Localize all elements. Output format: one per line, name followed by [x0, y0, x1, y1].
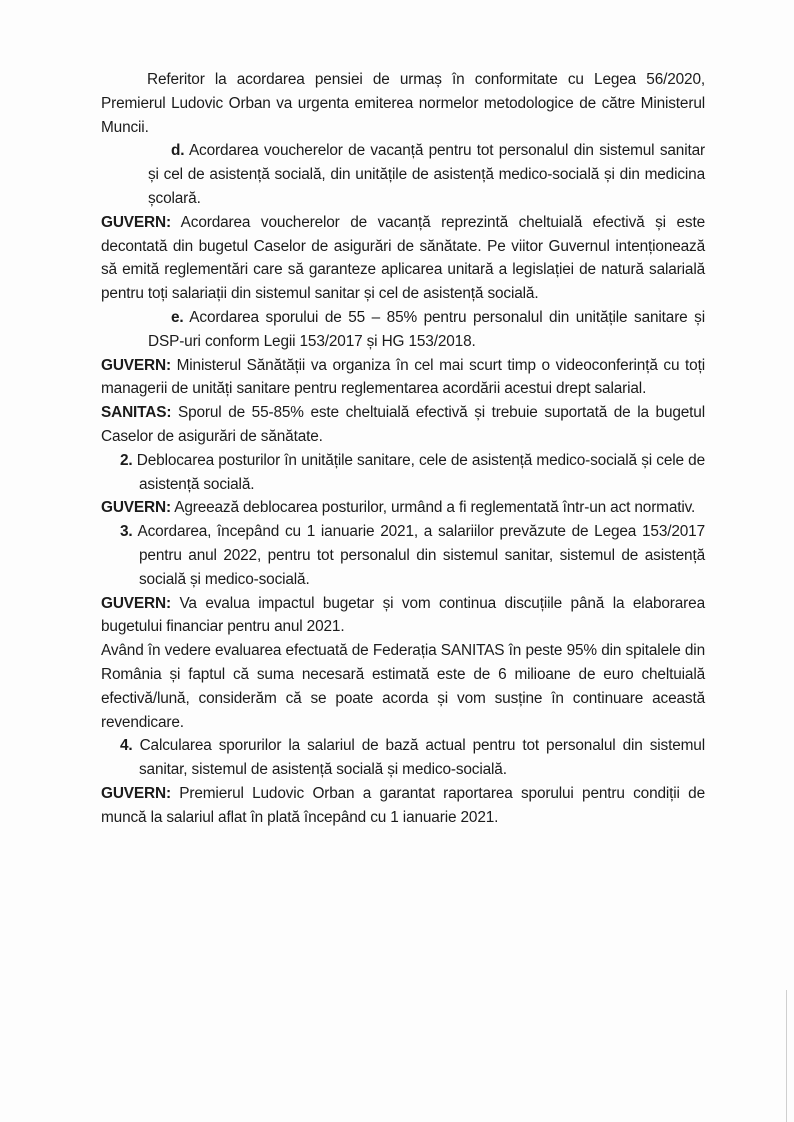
item-label: d. [171, 142, 185, 160]
paragraph-text: Acordarea voucherelor de vacanță reprezintă cheltuială efectivă și este decontată din bugetul Caselor de asigurări de sănătate. Pe viitor Guvernul intenționează să emită reglementări care să garanteze aplicarea unitară a legislației de natură salarială pentru toți salariații din sistemul sanitar și cel de asistență socială. [101, 213, 705, 303]
item-text: Deblocarea posturilor în unitățile sanitare, cele de asistență medico-socială și cele de asistență socială. [136, 451, 705, 493]
paragraph-text: Referitor la acordarea pensiei de urmaș în conformitate cu Legea 56/2020, Premierul Ludovic Orban va urgenta emiterea normelor metodologice de către Ministerul Muncii. [101, 71, 705, 136]
item-text: Acordarea sporului de 55 – 85% pentru personalul din unitățile sanitare și DSP-uri conform Legii 153/2017 și HG 153/2018. [148, 308, 705, 350]
list-item-e [101, 306, 705, 354]
item-label: 4. [120, 737, 133, 755]
speaker-label: GUVERN: [101, 213, 171, 231]
paragraph-text: Sporul de 55-85% este cheltuială efectivă și trebuie suportată de la bugetul Caselor de asigurări de sănătate. [101, 404, 705, 445]
paragraph-guvern-1 [101, 211, 705, 306]
paragraph-text: Ministerul Sănătății va organiza în cel mai scurt timp o videoconferință cu toți managerii de unități sanitare pentru reglementarea acordării acestui drept salarial. [101, 356, 705, 398]
paragraph-text: Având în vedere evaluarea efectuată de Federația SANITAS în peste 95% din spitalele din România și faptul că suma necesară estimată este de 6 milioane de euro cheltuială efectivă/lună, considerăm că se poate acorda și vom susține în continuare această revendicare. [101, 642, 705, 731]
speaker-label: GUVERN: [101, 499, 171, 517]
document-body [101, 68, 705, 830]
speaker-label: GUVERN: [101, 594, 171, 612]
paragraph-sanitas [101, 401, 705, 449]
item-text: Acordarea, începând cu 1 ianuarie 2021, a salariilor prevăzute de Legea 153/2017 pentru anul 2022, pentru tot personalul din sistemul sanitar, sistemul de asistență socială și medico-socială. [137, 523, 705, 588]
speaker-label: GUVERN: [101, 784, 171, 802]
list-item-4 [101, 734, 705, 782]
list-item-d [101, 139, 705, 210]
list-item-3 [101, 520, 705, 591]
paragraph-text: Premierul Ludovic Orban a garantat raportarea sporului pentru condiții de muncă la salariul aflat în plată începând cu 1 ianuarie 2021. [101, 784, 705, 826]
paragraph-guvern-5 [101, 782, 705, 830]
scan-edge-line [786, 990, 787, 1122]
speaker-label: SANITAS: [101, 404, 172, 422]
paragraph-guvern-2 [101, 354, 705, 402]
list-item-2 [101, 449, 705, 497]
item-label: e. [171, 308, 184, 326]
paragraph-evaluation [101, 639, 705, 734]
item-text: Calcularea sporurilor la salariul de bază actual pentru tot personalul din sistemul sanitar, sistemul de asistență socială și medico-socială. [139, 737, 705, 779]
speaker-label: GUVERN: [101, 356, 171, 374]
paragraph-intro [101, 68, 705, 139]
paragraph-text: Va evalua impactul bugetar și vom continua discuțiile până la elaborarea bugetului financiar pentru anul 2021. [101, 594, 705, 636]
paragraph-text: Agreează deblocarea posturilor, urmând a fi reglementată într-un act normativ. [174, 499, 696, 517]
item-text: Acordarea voucherelor de vacanță pentru tot personalul din sistemul sanitar și cel de asistență socială, din unitățile de asistență medico-socială și din medicina școlară. [148, 142, 705, 207]
item-label: 2. [120, 451, 133, 469]
paragraph-guvern-4 [101, 592, 705, 640]
paragraph-guvern-3 [101, 496, 705, 520]
item-label: 3. [120, 523, 133, 541]
